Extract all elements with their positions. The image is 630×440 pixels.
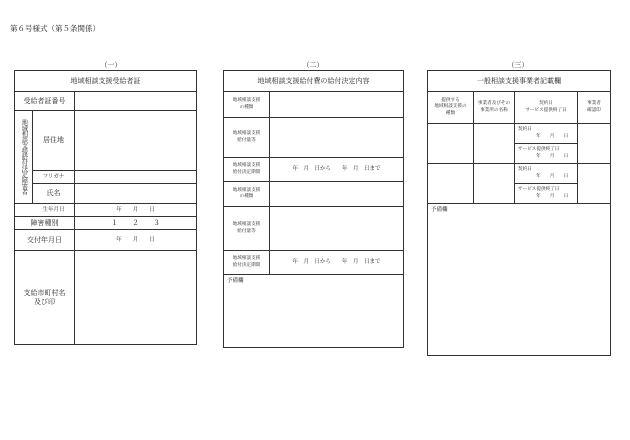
row2-contract-date: 年 月 日 (536, 173, 569, 179)
service-type-value-2[interactable] (270, 182, 403, 207)
col-confirm-header: 事業者 確認印 (578, 92, 610, 124)
municipality-value[interactable] (75, 251, 196, 344)
address-label: 居住地 (33, 111, 75, 171)
row1-contract[interactable] (515, 124, 578, 144)
amount-label-1: 地域相談支援 給付量等 (224, 118, 270, 158)
recipient-number-value[interactable] (75, 92, 196, 111)
section1-label: （一） (100, 61, 122, 69)
section3-title: 一般相談支援事業者記載欄 (428, 71, 610, 92)
col-service-type-header: 提供する 地域相談支援の 種類 (428, 92, 474, 124)
service-type-value-1[interactable] (270, 92, 403, 118)
section1-panel (14, 70, 197, 345)
row2-provider[interactable] (474, 164, 515, 204)
name-label: 氏名 (33, 184, 75, 204)
furigana-value[interactable] (75, 171, 196, 184)
col-contract-header: 契約日 サービス提供終了日 (515, 92, 578, 124)
address-value[interactable] (75, 111, 196, 171)
section3-memo[interactable]: 予備欄 (431, 207, 448, 213)
amount-label-2: 地域相談支援 給付量等 (224, 207, 270, 251)
row2-confirm-stamp[interactable] (578, 164, 610, 204)
period-value-1[interactable]: 年 月 日から 年 月 日まで (270, 158, 403, 182)
row1-service-type[interactable] (428, 124, 474, 164)
period-value-2[interactable]: 年 月 日から 年 月 日まで (270, 251, 403, 275)
disability-type-label: 障害種別 (15, 217, 75, 230)
row1-service-end[interactable] (515, 144, 578, 164)
applicant-vertical-label: 地域相談支援給付決定障害者 (15, 111, 33, 204)
form-title: 第６号様式（第５条関係） (10, 24, 100, 33)
period-label-2: 地域相談支援 給付決定期間 (224, 251, 270, 275)
recipient-number-label: 受給者証番号 (15, 92, 75, 111)
disability-type-value[interactable]: １ ２ ３ (75, 217, 196, 230)
birth-date-spacer (15, 204, 33, 217)
row1-contract-label: 契約日 (518, 127, 532, 133)
birth-date-label: 生年月日 (33, 204, 75, 217)
section2-label: （二） (302, 61, 324, 69)
name-value[interactable] (75, 184, 196, 204)
row2-service-end[interactable] (515, 184, 578, 204)
row2-service-end-date: 年 月 日 (536, 193, 569, 199)
municipality-label: 支給市町村名 及び印 (15, 251, 75, 344)
amount-value-1[interactable] (270, 118, 403, 158)
row1-service-end-date: 年 月 日 (536, 153, 569, 159)
col-provider-header: 事業者及びその 事業所の名称 (474, 92, 515, 124)
service-type-label-1: 地域相談支援 の種類 (224, 92, 270, 118)
row1-confirm-stamp[interactable] (578, 124, 610, 164)
row2-service-type[interactable] (428, 164, 474, 204)
birth-date-value[interactable]: 年 月 日 (75, 204, 196, 217)
amount-value-2[interactable] (270, 207, 403, 251)
section2-title: 地域相談支援給付費の給付決定内容 (224, 71, 403, 92)
row2-contract-label: 契約日 (518, 167, 532, 173)
period-label-1: 地域相談支援 給付決定期間 (224, 158, 270, 182)
row2-service-end-label: サービス提供終了日 (518, 187, 560, 193)
row1-provider[interactable] (474, 124, 515, 164)
issue-date-value[interactable]: 年 月 日 (75, 230, 196, 251)
row1-contract-date: 年 月 日 (536, 133, 569, 139)
furigana-label: フリガナ (33, 171, 75, 184)
section3-panel (427, 70, 611, 356)
section2-memo[interactable]: 予備欄 (227, 278, 244, 284)
row2-contract[interactable] (515, 164, 578, 184)
service-type-label-2: 地域相談支援 の種類 (224, 182, 270, 207)
row1-service-end-label: サービス提供終了日 (518, 147, 560, 153)
section3-label: （三） (507, 61, 529, 69)
section2-panel (223, 70, 404, 348)
section1-title: 地域相談支援受給者証 (15, 71, 196, 92)
issue-date-label: 交付年月日 (15, 230, 75, 251)
